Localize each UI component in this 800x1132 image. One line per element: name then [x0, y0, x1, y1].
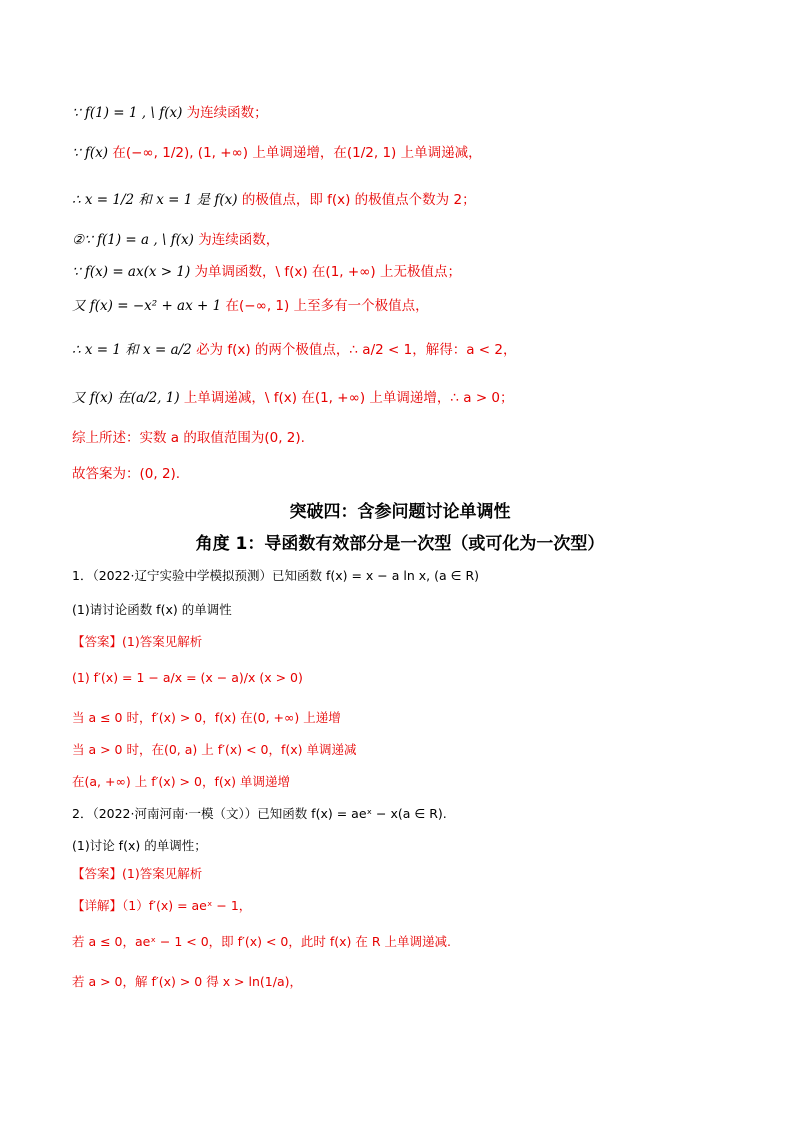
question-2-solution-1: 若 a ≤ 0，aeˣ − 1 < 0，即 f′(x) < 0，此时 f(x) 在 R 上单调递减. — [72, 934, 451, 949]
text: 综上所述：实数 a 的取值范围为(0, 2). — [72, 430, 305, 446]
text: 为单调函数，\ f(x) 在(1, +∞) 上无极值点； — [194, 264, 461, 280]
line-9 — [72, 428, 305, 448]
question-1-answer: 【答案】(1)答案见解析 — [72, 634, 203, 649]
question-1-solution-4: 在(a, +∞) 上 f′(x) > 0，f(x) 单调递增 — [72, 774, 290, 789]
question-1-title: 1．（2022·辽宁实验中学模拟预测）已知函数 f(x) = x − a ln x, (a ∈ R) — [72, 568, 480, 583]
line-4 — [72, 230, 279, 250]
section-heading: 突破四：含参问题讨论单调性 — [289, 502, 511, 522]
question-2-part: (1)讨论 f(x) 的单调性； — [72, 838, 207, 853]
math-expr: ∴ x = 1 和 x = a/2 — [72, 342, 192, 358]
math-expr: ∵ f(x) = ax(x > 1) — [72, 264, 191, 280]
text: 上单调递减，\ f(x) 在(1, +∞) 上单调递增，∴ a > 0； — [183, 390, 514, 406]
math-expr: ∵ f(x) — [72, 145, 109, 161]
question-2-answer: 【答案】(1)答案见解析 — [72, 866, 203, 881]
line-1 — [72, 103, 268, 123]
text: 为连续函数， — [198, 232, 280, 248]
math-expr: 又 f(x) = −x² + ax + 1 — [72, 298, 222, 314]
question-2-title: 2．（2022·河南河南·一模（文））已知函数 f(x) = aeˣ − x(a ∈ R). — [72, 806, 447, 821]
text: 的极值点，即 f(x) 的极值点个数为 2； — [241, 192, 476, 208]
line-2 — [72, 143, 482, 163]
math-expr: 又 f(x) 在(a/2, 1) — [72, 390, 180, 406]
text: 故答案为：(0, 2). — [72, 466, 181, 482]
line-7 — [72, 340, 516, 360]
subsection-heading: 角度 1：导函数有效部分是一次型（或可化为一次型） — [195, 534, 605, 554]
text: 在(−∞, 1) 上至多有一个极值点， — [225, 298, 429, 314]
line-10 — [72, 464, 180, 484]
text: 在(−∞, 1/2), (1, +∞) 上单调递增，在(1/2, 1) 上单调递减， — [112, 145, 482, 161]
question-1-solution-3: 当 a > 0 时，在(0, a) 上 f′(x) < 0，f(x) 单调递减 — [72, 742, 357, 757]
text: 必为 f(x) 的两个极值点，∴ a/2 < 1，解得：a < 2， — [196, 342, 517, 358]
math-expr: ∵ f(1) = 1 , \ f(x) — [72, 105, 183, 121]
question-1-part: (1)请讨论函数 f(x) 的单调性 — [72, 602, 232, 617]
question-1-solution-2: 当 a ≤ 0 时，f′(x) > 0，f(x) 在(0, +∞) 上递增 — [72, 710, 341, 725]
question-2-solution-2: 若 a > 0，解 f′(x) > 0 得 x > ln(1/a)， — [72, 974, 302, 989]
question-1-solution-1: (1) f′(x) = 1 − a/x = (x − a)/x (x > 0) — [72, 670, 303, 685]
text: 为连续函数； — [186, 105, 268, 121]
line-8 — [72, 388, 514, 408]
math-expr: ②∵ f(1) = a , \ f(x) — [72, 232, 194, 248]
line-5 — [72, 262, 461, 282]
line-6 — [72, 296, 429, 316]
question-2-detail: 【详解】（1）f′(x) = aeˣ − 1， — [72, 898, 252, 913]
math-expr: ∴ x = 1/2 和 x = 1 是 f(x) — [72, 192, 238, 208]
line-3 — [72, 190, 476, 210]
